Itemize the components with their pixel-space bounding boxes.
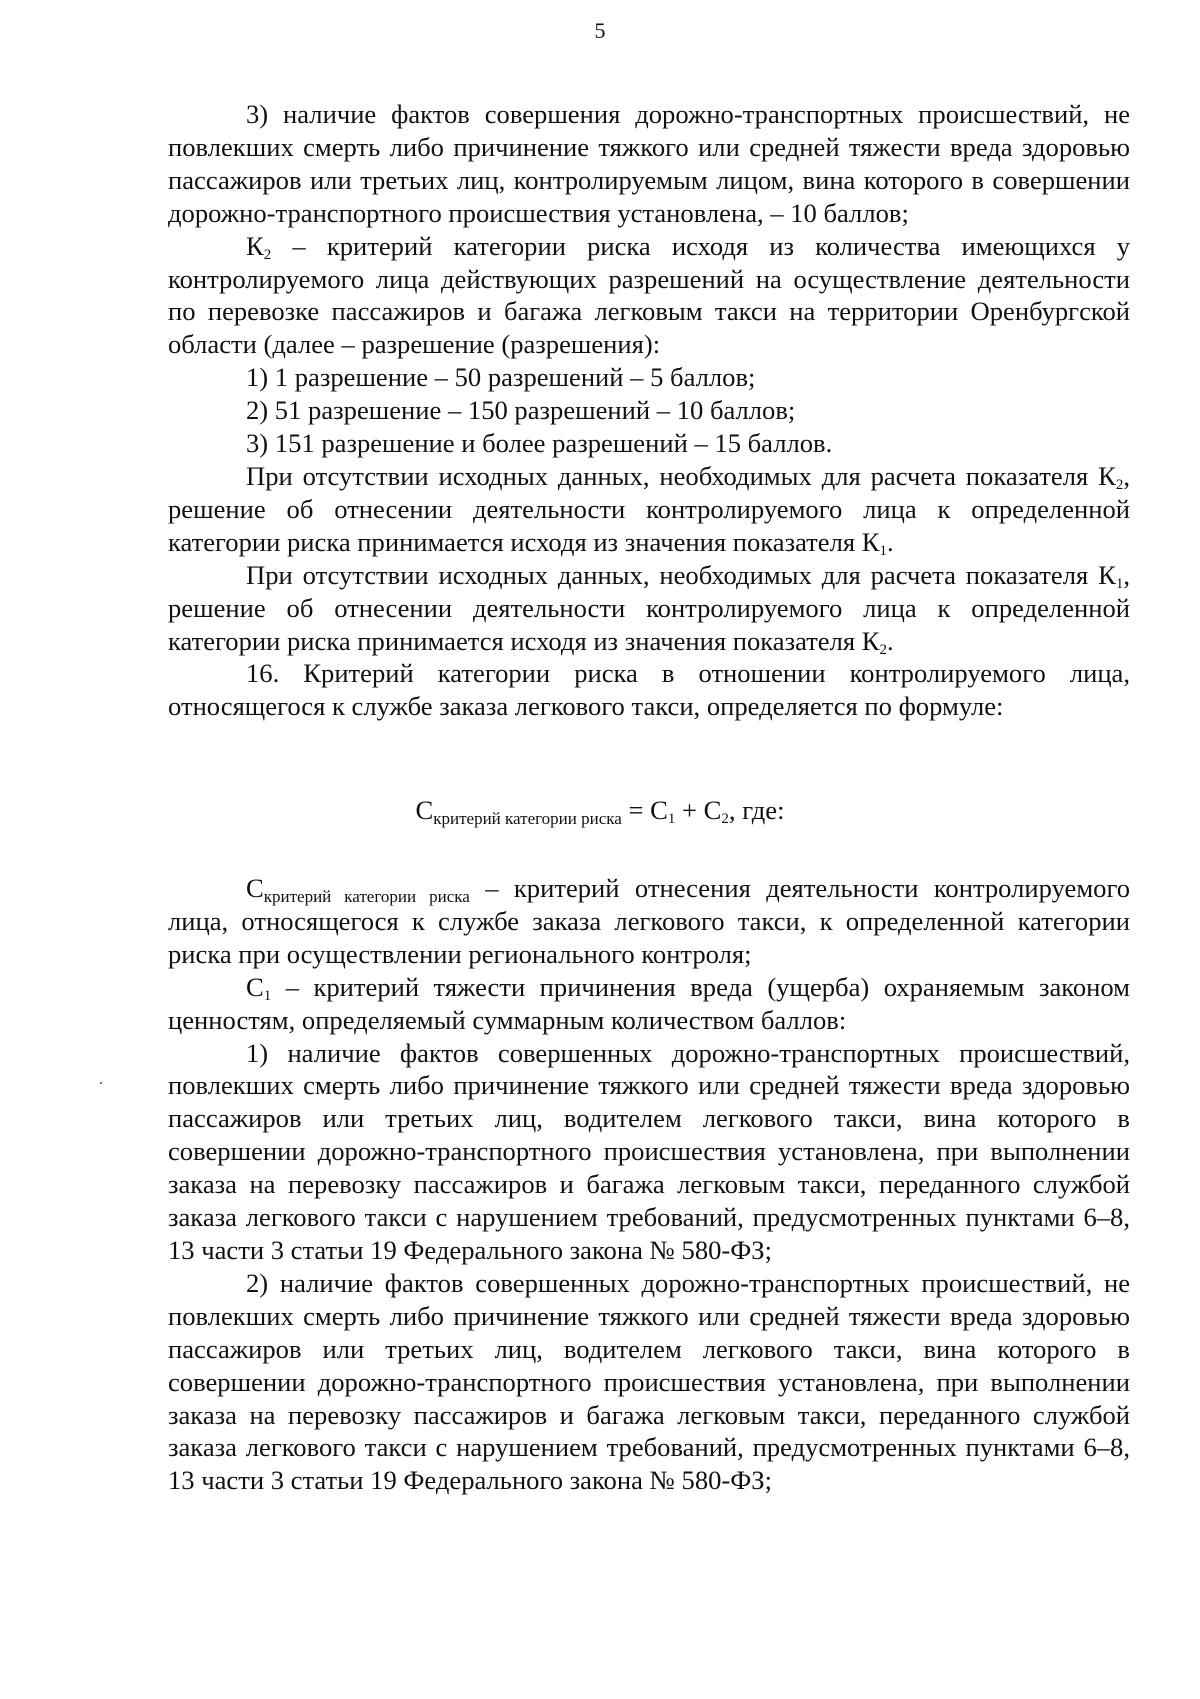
text-segment: .	[887, 625, 894, 656]
c-definition-text: – критерий отнесения деятельности контролируемого лица, относящегося к службе заказа легкового такси, к определенной категории риска при осуществлении регионального контроля;	[168, 873, 1130, 969]
formula-symbol: С	[415, 795, 434, 825]
k2-subscript: 2	[263, 246, 272, 263]
subscript: 2	[1115, 476, 1124, 493]
text-segment: , решение об отнесении деятельности контролируемого лица к определенной категории риска принимается исходя из значения показателя К	[168, 559, 1130, 656]
c-subscript: критерий категории риска	[263, 887, 470, 906]
c-symbol: С	[246, 873, 264, 903]
formula-subscript: критерий категории риска	[433, 809, 622, 828]
page-number: 5	[594, 18, 606, 43]
k2-definition-text: – критерий категории риска исходя из количества имеющихся у контролируемого лица действующих разрешений на осуществление деятельности по перевозке пассажиров и багажа легковым такси на территории Оренбургской области (далее – разрешение (разрешения):	[168, 230, 1130, 360]
paragraph-item-3-minor-accidents: 3) наличие фактов совершения дорожно-транспортных происшествий, не повлекших смерть либо причинение тяжкого или средней тяжести вреда здоровью пассажиров или третьих лиц, контролируемым лицом, вина которого в совершении дорожно-транспортного происшествия установлена, – 10 баллов;	[168, 99, 1130, 228]
c1-definition-text: – критерий тяжести причинения вреда (ущерба) охраняемым законом ценностям, определяемый суммарным количеством баллов:	[168, 971, 1130, 1035]
paragraph-item-16: 16. Критерий категории риска в отношении контролируемого лица, относящегося к службе заказа легкового такси, определяется по формуле:	[168, 658, 1130, 722]
text-segment: , решение об отнесении деятельности контролируемого лица к определенной категории риска принимается исходя из значения показателя К	[168, 460, 1130, 557]
paragraph-missing-k1-data	[168, 559, 1130, 658]
text-segment: .	[887, 526, 894, 557]
paragraph-item-2-nonfatal-accidents: 2) наличие фактов совершенных дорожно-транспортных происшествий, не повлекших смерть либо причинение тяжкого или средней тяжести вреда здоровью пассажиров или третьих лиц, водителем легкового такси, вина которого в совершении дорожно-транспортного происшествия установлена, при выполнении заказа на перевозку пассажиров и багажа легковым такси, переданного службой заказа легкового такси с нарушением требований, предусмотренных пунктами 6–8, 13 части 3 статьи 19 Федерального закона № 580-ФЗ;	[168, 1267, 1130, 1496]
formula	[0, 793, 1200, 827]
list-item-permits-1: 1) 1 разрешение – 50 разрешений – 5 баллов;	[246, 362, 756, 393]
formula-subscript: 1	[667, 811, 676, 827]
formula-subscript: 2	[721, 811, 729, 827]
c1-symbol: С	[246, 971, 264, 1002]
formula-symbol: + С	[675, 795, 722, 825]
formula-symbol: = С	[621, 795, 668, 825]
subscript: 1	[1115, 575, 1124, 592]
scan-speck	[100, 1082, 102, 1084]
paragraph-c1-definition	[168, 971, 1130, 1037]
subscript: 1	[879, 542, 887, 559]
text-segment: При отсутствии исходных данных, необходимых для расчета показателя К	[246, 460, 1116, 491]
subscript: 2	[879, 641, 887, 658]
paragraph-missing-k2-data	[168, 460, 1130, 559]
c1-subscript: 1	[263, 987, 272, 1004]
k2-symbol: К	[246, 230, 264, 261]
paragraph-c-criteria-definition	[168, 872, 1130, 971]
list-item-permits-3: 3) 151 разрешение и более разрешений – 15 баллов.	[246, 428, 833, 459]
list-item-permits-2: 2) 51 разрешение – 150 разрешений – 10 баллов;	[246, 395, 796, 426]
section-risk-criteria-dispatch	[168, 872, 1130, 1497]
paragraph-k2-definition	[168, 230, 1130, 362]
formula-tail: , где:	[728, 795, 785, 825]
paragraph-item-1-fatal-accidents: 1) наличие фактов совершенных дорожно-транспортных происшествий, повлекших смерть либо причинение тяжкого или средней тяжести вреда здоровью пассажиров или третьих лиц, водителем легкового такси, вина которого в совершении дорожно-транспортного происшествия установлена, при выполнении заказа на перевозку пассажиров и багажа легковым такси, переданного службой заказа легкового такси с нарушением требований, предусмотренных пунктами 6–8, 13 части 3 статьи 19 Федерального закона № 580-ФЗ;	[168, 1037, 1130, 1265]
section-risk-criteria-carrier	[168, 98, 1130, 723]
text-segment: При отсутствии исходных данных, необходимых для расчета показателя К	[246, 559, 1116, 590]
